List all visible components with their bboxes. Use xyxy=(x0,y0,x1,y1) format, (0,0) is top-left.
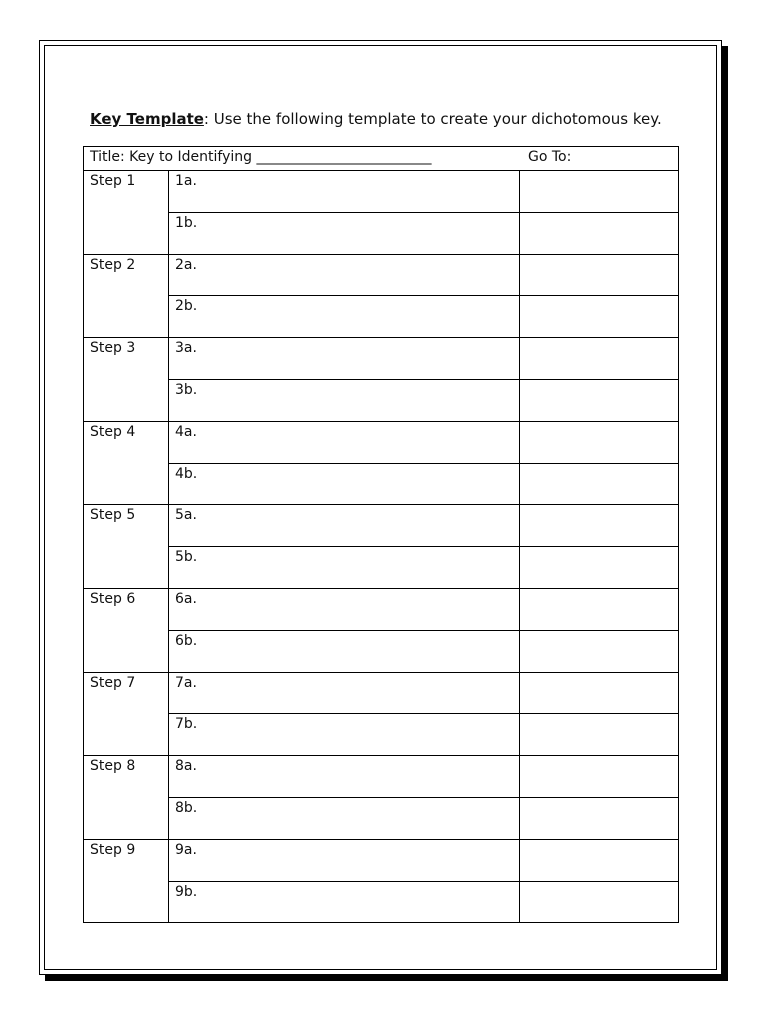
step-row-a xyxy=(84,254,679,296)
step-label: Step 3 xyxy=(84,338,169,422)
option-b-cell[interactable]: 7b. xyxy=(169,714,520,756)
option-b-cell[interactable]: 9b. xyxy=(169,881,520,923)
option-b-cell[interactable]: 5b. xyxy=(169,547,520,589)
step-label: Step 9 xyxy=(84,839,169,923)
option-b-cell[interactable]: 6b. xyxy=(169,630,520,672)
step-row-a xyxy=(84,672,679,714)
step-label: Step 8 xyxy=(84,756,169,840)
goto-cell[interactable] xyxy=(520,254,679,296)
option-a-cell[interactable]: 8a. xyxy=(169,756,520,798)
step-row-a xyxy=(84,839,679,881)
goto-cell[interactable] xyxy=(520,547,679,589)
step-row-a xyxy=(84,505,679,547)
step-label: Step 1 xyxy=(84,171,169,255)
goto-cell[interactable] xyxy=(520,463,679,505)
goto-label: Go To: xyxy=(528,149,572,165)
step-row-b xyxy=(84,630,679,672)
step-label: Step 6 xyxy=(84,588,169,672)
title-cell[interactable] xyxy=(84,147,679,171)
goto-cell[interactable] xyxy=(520,881,679,923)
option-b-cell[interactable]: 8b. xyxy=(169,797,520,839)
option-a-cell[interactable]: 2a. xyxy=(169,254,520,296)
step-row-b xyxy=(84,379,679,421)
option-b-cell[interactable]: 4b. xyxy=(169,463,520,505)
option-b-cell[interactable]: 1b. xyxy=(169,212,520,254)
goto-cell[interactable] xyxy=(520,171,679,213)
step-row-b xyxy=(84,212,679,254)
step-row-a xyxy=(84,588,679,630)
goto-cell[interactable] xyxy=(520,672,679,714)
heading-label: Key Template xyxy=(90,110,204,128)
template-heading xyxy=(90,110,662,128)
heading-instructions: : Use the following template to create your dichotomous key. xyxy=(203,110,662,128)
step-row-b xyxy=(84,296,679,338)
step-label: Step 2 xyxy=(84,254,169,338)
goto-cell[interactable] xyxy=(520,296,679,338)
option-a-cell[interactable]: 3a. xyxy=(169,338,520,380)
step-label: Step 4 xyxy=(84,421,169,505)
goto-cell[interactable] xyxy=(520,756,679,798)
step-label: Step 5 xyxy=(84,505,169,589)
dichotomous-key-table xyxy=(83,146,679,923)
step-row-b xyxy=(84,881,679,923)
goto-cell[interactable] xyxy=(520,379,679,421)
step-row-b xyxy=(84,547,679,589)
option-a-cell[interactable]: 1a. xyxy=(169,171,520,213)
goto-cell[interactable] xyxy=(520,588,679,630)
title-row xyxy=(84,147,679,171)
step-row-b xyxy=(84,714,679,756)
option-a-cell[interactable]: 7a. xyxy=(169,672,520,714)
goto-cell[interactable] xyxy=(520,839,679,881)
option-a-cell[interactable]: 4a. xyxy=(169,421,520,463)
step-row-a xyxy=(84,756,679,798)
step-row-a xyxy=(84,338,679,380)
goto-cell[interactable] xyxy=(520,714,679,756)
step-label: Step 7 xyxy=(84,672,169,756)
goto-cell[interactable] xyxy=(520,797,679,839)
option-a-cell[interactable]: 9a. xyxy=(169,839,520,881)
title-label: Title: Key to Identifying _________________________ xyxy=(90,149,432,165)
option-b-cell[interactable]: 3b. xyxy=(169,379,520,421)
goto-cell[interactable] xyxy=(520,212,679,254)
goto-cell[interactable] xyxy=(520,421,679,463)
option-a-cell[interactable]: 5a. xyxy=(169,505,520,547)
step-row-a xyxy=(84,171,679,213)
goto-cell[interactable] xyxy=(520,338,679,380)
option-a-cell[interactable]: 6a. xyxy=(169,588,520,630)
goto-cell[interactable] xyxy=(520,630,679,672)
goto-cell[interactable] xyxy=(520,505,679,547)
step-row-b xyxy=(84,463,679,505)
step-row-b xyxy=(84,797,679,839)
option-b-cell[interactable]: 2b. xyxy=(169,296,520,338)
step-row-a xyxy=(84,421,679,463)
